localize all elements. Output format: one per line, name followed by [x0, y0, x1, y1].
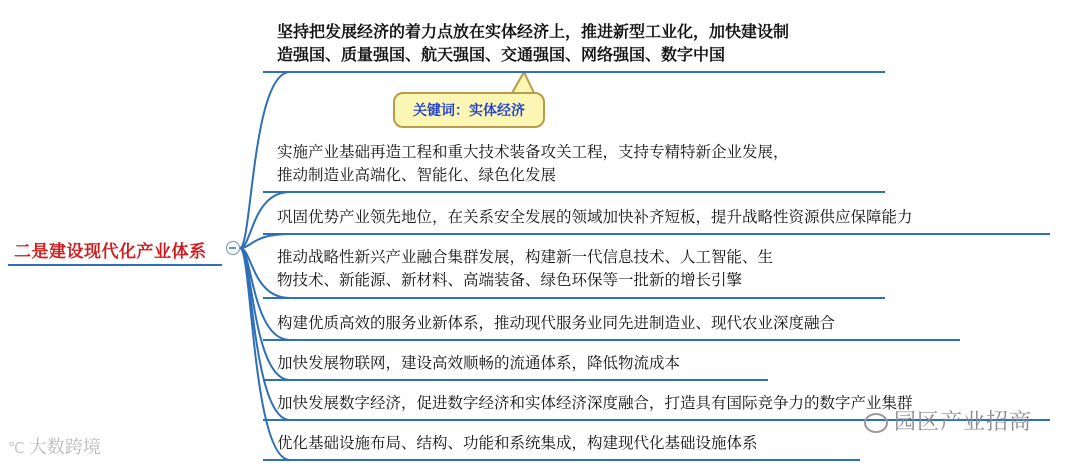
- watermark-right-text: 园区产业招商: [894, 410, 1033, 435]
- branch-2-text: 实施产业基础再造工程和重大技术装备攻关工程，支持专精特新企业发展， 推动制造业高端化、智能化、绿色化发展: [277, 143, 789, 184]
- watermark-right: [864, 405, 1032, 436]
- branch-8-underline: [263, 459, 860, 461]
- callout-pointer: [512, 72, 534, 93]
- branch-7-text: 加快发展数字经济，促进数字经济和实体经济深度融合，打造具有国际竞争力的数字产业集群: [277, 394, 913, 412]
- branch-2-underline: [263, 191, 885, 193]
- branch-3-text: 巩固优势产业领先地位，在关系安全发展的领域加快补齐短板，提升战略性资源供应保障能力: [277, 208, 913, 226]
- watermark-logo-icon: ℃: [8, 439, 25, 457]
- branch-3-underline: [263, 233, 1050, 235]
- watermark-left-text: 大数跨境: [28, 437, 101, 458]
- branch-6-underline: [263, 379, 768, 381]
- branch-8-text: 优化基础设施布局、结构、功能和系统集成，构建现代化基础设施体系: [277, 434, 758, 452]
- branch-5-text: 构建优质高效的服务业新体系，推动现代服务业同先进制造业、现代农业深度融合: [277, 314, 836, 332]
- collapse-toggle-icon[interactable]: [226, 241, 240, 255]
- branch-1-underline: [263, 71, 885, 73]
- branch-6-text: 加快发展物联网，建设高效顺畅的流通体系，降低物流成本: [277, 354, 681, 372]
- wechat-icon: [864, 413, 888, 433]
- root-node-label: 二是建设现代化产业体系: [14, 242, 207, 262]
- branch-1-text: 坚持把发展经济的着力点放在实体经济上，推进新型工业化，加快建设制 造强国、质量强国、航天强国、交通强国、网络强国、数字中国: [277, 22, 790, 64]
- keyword-callout-label: 关键词：实体经济: [413, 103, 525, 119]
- branch-4-text: 推动战略性新兴产业融合集群发展，构建新一代信息技术、人工智能、生 物技术、新能源、新材料、高端装备、绿色环保等一批新的增长引擎: [277, 248, 774, 289]
- root-underline: [8, 264, 222, 266]
- branch-4-underline: [263, 297, 885, 299]
- branch-5-underline: [263, 339, 960, 341]
- watermark-left: [8, 433, 101, 459]
- keyword-callout: [393, 92, 545, 128]
